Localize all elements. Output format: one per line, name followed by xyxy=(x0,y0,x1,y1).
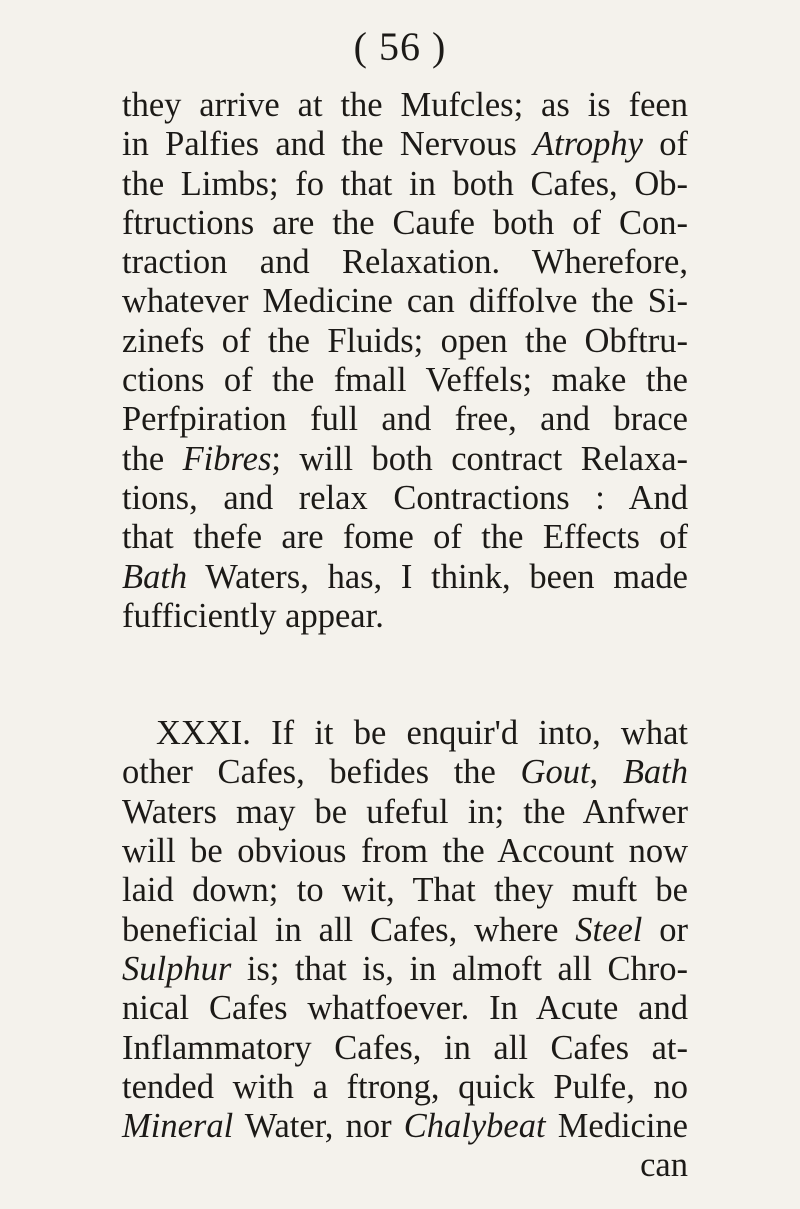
text-line xyxy=(122,282,688,321)
text-segment: whatever Medicine can diffolve the Si- xyxy=(122,282,688,321)
italic-text: Gout xyxy=(520,753,590,792)
text-line xyxy=(122,714,688,753)
italic-text: Atrophy xyxy=(533,125,643,164)
text-line xyxy=(122,1068,688,1107)
paragraph-gap xyxy=(122,636,688,714)
text-segment: zinefs of the Fluids; open the Obftru- xyxy=(122,321,688,360)
text-line xyxy=(122,1107,688,1146)
page-number-header: ( 56 ) xyxy=(353,24,447,69)
text-segment: will be obvious from the Account now xyxy=(122,832,688,871)
italic-text: Steel xyxy=(575,910,643,949)
text-segment: ftructions are the Caufe both of Con- xyxy=(122,203,688,242)
text-segment: in Palfies and the Nervous xyxy=(122,125,534,164)
text-segment: that thefe are fome of the Effects of xyxy=(122,518,688,557)
text-line xyxy=(122,479,688,518)
text-line xyxy=(122,518,688,557)
text-line xyxy=(122,950,688,989)
text-segment: Inflammatory Cafes, in all Cafes at- xyxy=(122,1028,688,1067)
italic-text: Bath xyxy=(122,557,188,596)
text-line xyxy=(122,400,688,439)
text-line xyxy=(122,361,688,400)
text-segment: or xyxy=(642,910,688,949)
text-segment: Water, nor xyxy=(233,1107,404,1146)
text-line xyxy=(122,86,688,125)
text-line xyxy=(122,165,688,204)
text-segment: ; will both contract Relaxa- xyxy=(271,439,688,478)
text-segment: Waters, has, I think, been made xyxy=(187,557,688,596)
text-line xyxy=(122,793,688,832)
text-segment: nical Cafes whatfoever. In Acute and xyxy=(122,989,688,1028)
text-line xyxy=(122,440,688,479)
paragraph-2 xyxy=(122,714,688,1146)
text-line xyxy=(122,911,688,950)
text-segment: other Cafes, befides the xyxy=(122,753,521,792)
text-line xyxy=(122,597,688,636)
italic-text: Sulphur xyxy=(122,949,232,988)
text-segment: the xyxy=(122,439,183,478)
text-line xyxy=(122,871,688,910)
text-segment: tended with a ftrong, quick Pulfe, no xyxy=(122,1067,688,1106)
text-segment: XXXI. If it be enquir'd into, what xyxy=(156,714,688,753)
text-line xyxy=(122,125,688,164)
text-line xyxy=(122,753,688,792)
text-segment: is; that is, in almoft all Chro- xyxy=(231,949,688,988)
text-line xyxy=(122,832,688,871)
text-segment: they arrive at the Mufcles; as is feen xyxy=(122,86,688,124)
text-segment: beneficial in all Cafes, where xyxy=(122,910,576,949)
text-line xyxy=(122,204,688,243)
text-segment: Perfpiration full and free, and brace xyxy=(122,400,688,439)
italic-text: Fibres xyxy=(182,439,272,478)
text-segment: ctions of the fmall Veffels; make the xyxy=(122,361,688,400)
text-segment: traction and Relaxation. Wherefore, xyxy=(122,243,688,282)
text-segment: tions, and relax Contractions : And xyxy=(122,478,688,517)
text-segment: fufficiently appear. xyxy=(122,596,384,635)
text-segment: , xyxy=(589,753,623,792)
italic-text: Bath xyxy=(622,753,688,792)
paragraph-1 xyxy=(122,86,688,636)
text-segment: the Limbs; fo that in both Cafes, Ob- xyxy=(122,164,688,203)
text-line xyxy=(122,1029,688,1068)
text-segment: Waters may be ufeful in; the Anfwer xyxy=(122,792,688,831)
body-text xyxy=(122,86,688,1186)
text-line xyxy=(122,243,688,282)
text-segment: of xyxy=(642,125,688,164)
text-line xyxy=(122,989,688,1028)
text-line xyxy=(122,322,688,361)
text-segment: laid down; to wit, That they muft be xyxy=(122,871,688,910)
catchword: can xyxy=(640,1146,688,1185)
text-segment: Medicine xyxy=(545,1107,688,1146)
italic-text: Chalybeat xyxy=(403,1107,546,1146)
text-line xyxy=(122,558,688,597)
italic-text: Mineral xyxy=(122,1107,234,1146)
